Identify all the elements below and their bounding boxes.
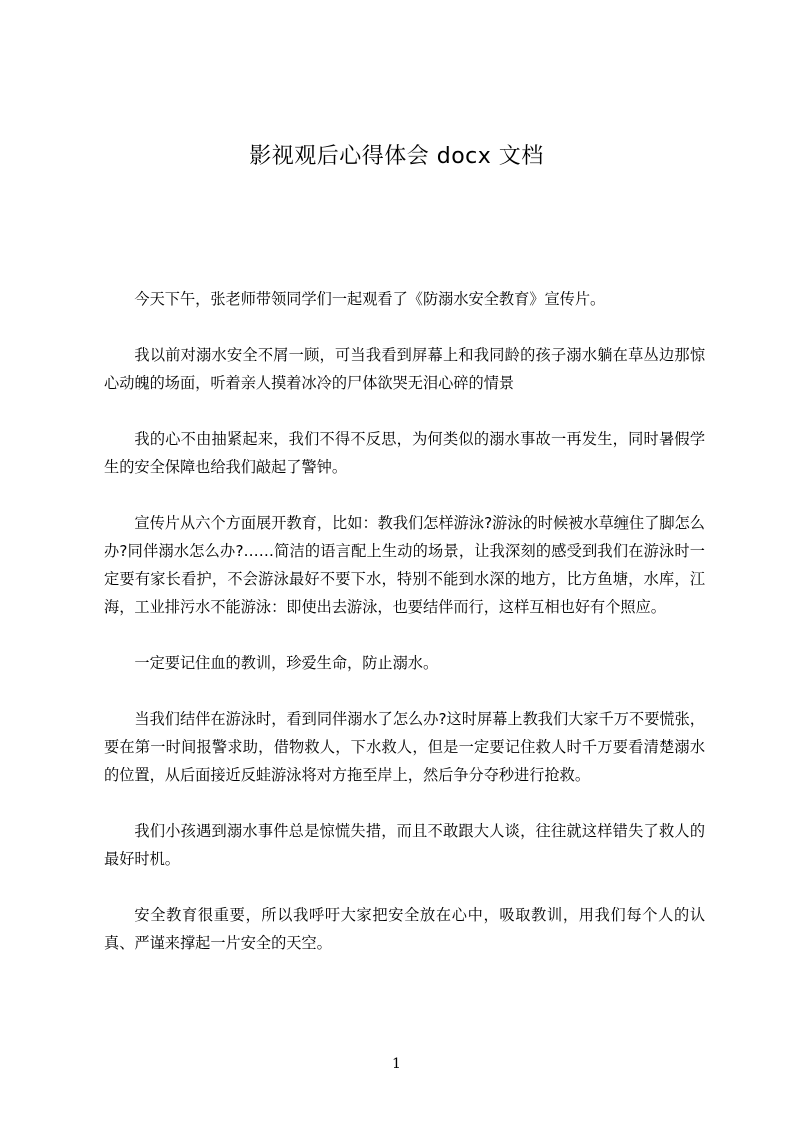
paragraph: 当我们结伴在游泳时，看到同伴溺水了怎么办?这时屏幕上教我们大家千万不要慌张，要在第一时间报警求助，借物救人，下水救人，但是一定要记住救人时千万要看清楚溺水的位置，从后面接近反蛙游泳将对方拖至岸上，然后争分夺秒进行抢救。 (104, 710, 705, 784)
paragraph: 宣传片从六个方面展开教育，比如：教我们怎样游泳?游泳的时候被水草缠住了脚怎么办?同伴溺水怎么办?……简洁的语言配上生动的场景，让我深刻的感受到我们在游泳时一定要有家长看护，不会游泳最好不要下水，特别不能到水深的地方，比方鱼塘，水库，江海，工业排污水不能游泳：即使出去游泳，也要结伴而行，这样互相也好有个照应。 (104, 514, 705, 616)
page-number: 1 (392, 1056, 401, 1072)
paragraph: 我以前对溺水安全不屑一顾，可当我看到屏幕上和我同龄的孩子溺水躺在草丛边那惊心动魄的场面，听着亲人摸着冰冷的尸体欲哭无泪心碎的情景 (104, 346, 705, 392)
paragraph: 今天下午，张老师带领同学们一起观看了《防溺水安全教育》宣传片。 (134, 290, 606, 308)
paragraph: 我的心不由抽紧起来，我们不得不反思，为何类似的溺水事故一再发生，同时暑假学生的安全保障也给我们敲起了警钟。 (104, 430, 705, 476)
document-title: 影视观后心得体会 docx 文档 (249, 144, 544, 169)
paragraph: 我们小孩遇到溺水事件总是惊慌失措，而且不敢跟大人谈，往往就这样错失了救人的最好时机。 (104, 822, 705, 868)
paragraph: 一定要记住血的教训，珍爱生命，防止溺水。 (134, 654, 439, 672)
paragraph: 安全教育很重要，所以我呼吁大家把安全放在心中，吸取教训，用我们每个人的认真、严谨来撑起一片安全的天空。 (104, 906, 705, 952)
document-body (104, 285, 705, 985)
